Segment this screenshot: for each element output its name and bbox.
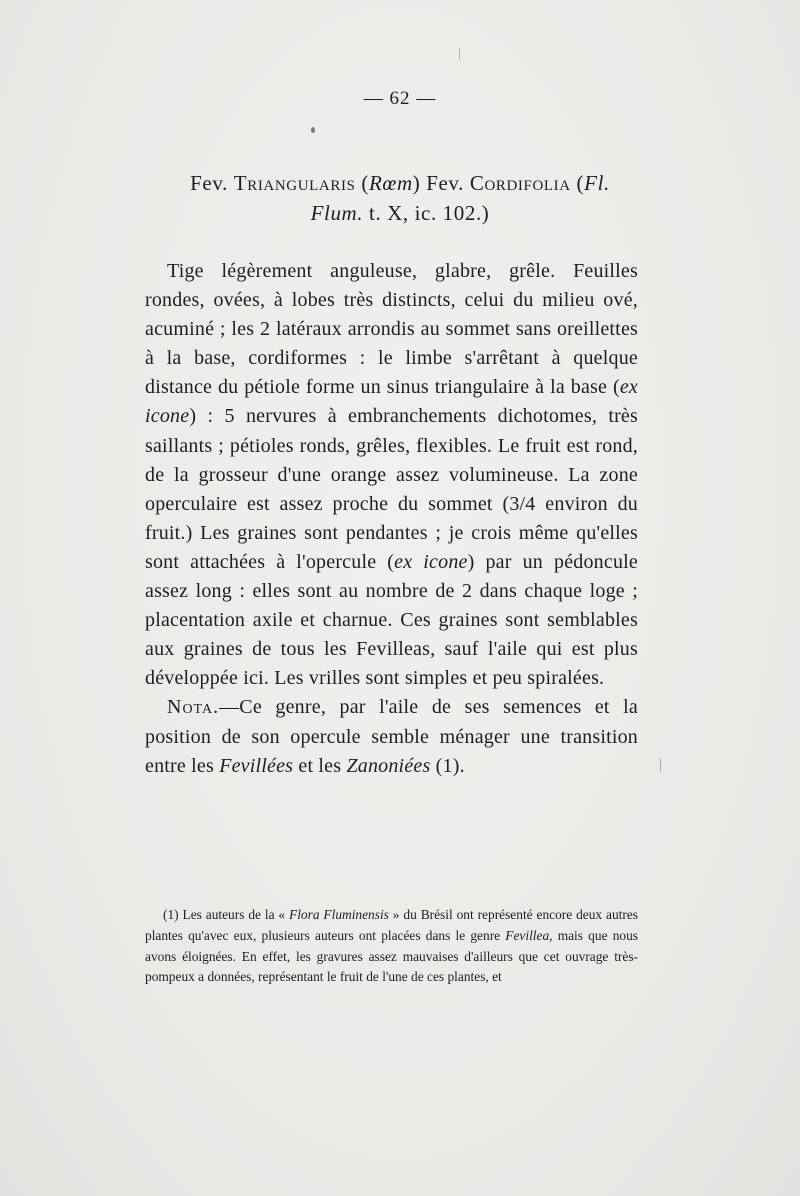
heading-reference-fl: Fl. <box>584 171 610 195</box>
nota-footnote-ref: (1). <box>430 754 465 777</box>
footnote-genus: Fevillea, <box>505 927 553 943</box>
description-text-1: Tige légèrement anguleuse, glabre, grêle. Feuilles rondes, ovées, à lobes très distincts, celui du milieu ové, acuminé ; les 2 latéraux arrondis au sommet sans oreillettes à la base, cordiformes : le limbe s'arrêtant à quelque distance du pétiole forme un sinus triangulaire à la base ( <box>145 260 638 399</box>
nota-text-2: et les <box>293 754 347 777</box>
heading-paren-open-1: ( <box>355 171 369 195</box>
description-text-2: ) : 5 nervures à embranchements dichotomes, très saillants ; pétioles ronds, grêles, flexibles. Le fruit est rond, de la grosseur d'une orange assez volumineuse. La zone operculaire est assez proche du sommet (3/4 environ du fruit.) Les graines sont pendantes ; je crois même qu'elles sont attachées à l'opercule ( <box>145 405 638 573</box>
heading-author: Rœm <box>368 171 413 195</box>
page-number: — 62 — <box>363 88 437 109</box>
heading-reference-flum: Flum. <box>310 201 364 225</box>
heading-reference-plate: t. X, ic. 102.) <box>363 201 490 225</box>
ink-speck <box>459 48 460 60</box>
footnote-paragraph <box>145 905 638 988</box>
description-text-3: ) par un pédoncule assez long : elles sont au nombre de 2 dans chaque loge ; placentation axile et charnue. Ces graines sont semblables aux graines de tous les Fevilleas, sauf l'aile qui est plus développée ici. Les vrilles sont simples et peu spiralées. <box>145 550 638 690</box>
footnote-text-2: » du Brésil ont représenté encore deux autres plantes qu'avec eux, plusieurs auteurs ont placées dans le genre <box>145 907 638 943</box>
nota-text-1: —Ce genre, par l'aile de ses semences et la position de son opercule semble ménager une transition entre les <box>145 696 638 777</box>
description-ex-icone-2: ex icone <box>394 550 468 573</box>
description-ex-icone-1: ex icone <box>145 376 638 428</box>
nota-fevillees: Fevillées <box>219 754 294 777</box>
heading-paren-open-2: ( <box>570 171 585 195</box>
heading-genus-2: ) Fev. <box>412 171 470 195</box>
heading-species-2: Cordifolia <box>469 171 571 195</box>
footnote-text-3: mais que nous avons éloignées. En effet, les gravures assez mauvaises d'ailleurs que cet ouvrage très-pompeux a données, représentant le fruit de l'une de ces plantes, et <box>145 927 638 985</box>
body-text <box>145 257 638 781</box>
nota-paragraph <box>145 693 638 780</box>
footnote <box>145 905 638 988</box>
description-paragraph <box>145 257 638 693</box>
heading-genus-1: Fev. <box>190 171 234 195</box>
heading-species-1: Triangularis <box>233 171 356 195</box>
species-heading <box>140 168 660 228</box>
ink-speck <box>311 127 315 133</box>
footnote-text-1: (1) Les auteurs de la « <box>163 907 290 922</box>
nota-zanoniees: Zanoniées <box>346 754 431 777</box>
nota-label: Nota. <box>167 696 220 719</box>
footnote-flora-title: Flora Fluminensis <box>289 907 389 922</box>
ink-speck <box>660 758 661 772</box>
